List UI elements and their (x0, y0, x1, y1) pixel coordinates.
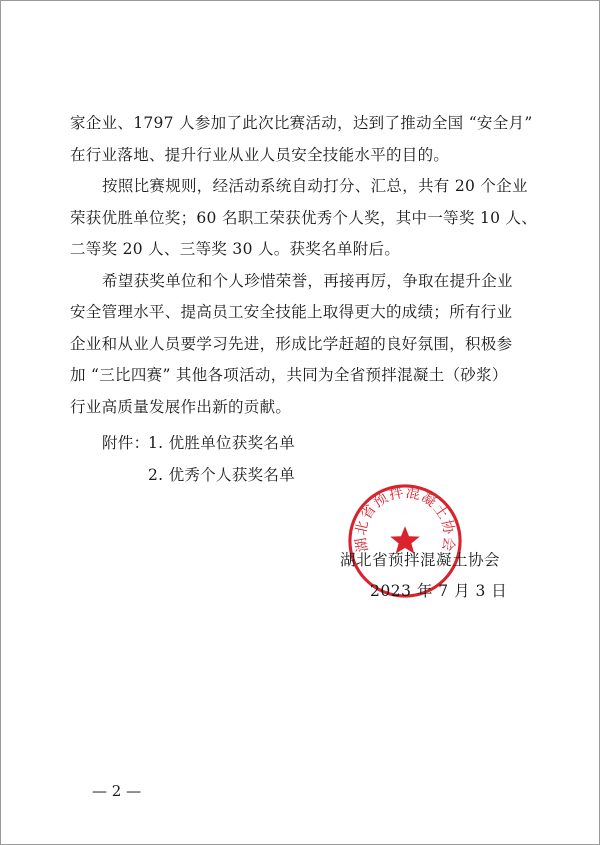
body-text-line: 二等奖 20 人、三等奖 30 人。获奖名单附后。 (70, 240, 401, 258)
body-text-line: 安全管理水平、提高员工安全技能上取得更大的成绩；所有行业 (70, 303, 513, 321)
attachments-label: 附件： (102, 434, 150, 452)
body-text-line: 家企业、1797 人参加了此次比赛活动，达到了推动全国 “安全月” (70, 114, 533, 132)
attachment-item: 2. 优秀个人获奖名单 (148, 466, 296, 484)
signature-date: 2023 年 7 月 3 日 (370, 582, 508, 600)
body-text-line: 荣获优胜单位奖；60 名职工荣获优秀个人奖，其中一等奖 10 人、 (70, 209, 538, 227)
body-text-line: 企业和从业人员要学习先进，形成比学赶超的良好氛围，积极参 (70, 335, 513, 353)
signature-organization: 湖北省预拌混凝土协会 (340, 551, 501, 569)
page-number: — 2 — (92, 782, 142, 800)
body-text-line: 在行业落地、提升行业从业人员安全技能水平的目的。 (70, 146, 450, 164)
body-text-line: 按照比赛规则，经活动系统自动打分、汇总，共有 20 个企业 (102, 177, 528, 195)
attachment-item: 1. 优胜单位获奖名单 (148, 434, 296, 452)
seal-text: 湖北省预拌混凝土协会 (353, 484, 457, 554)
body-text-line: 行业高质量发展作出新的贡献。 (70, 398, 292, 416)
body-text-line: 加 “三比四赛” 其他各项活动，共同为全省预拌混凝土（砂浆） (70, 366, 508, 384)
body-text-line: 希望获奖单位和个人珍惜荣誉，再接再厉，争取在提升企业 (102, 272, 513, 290)
